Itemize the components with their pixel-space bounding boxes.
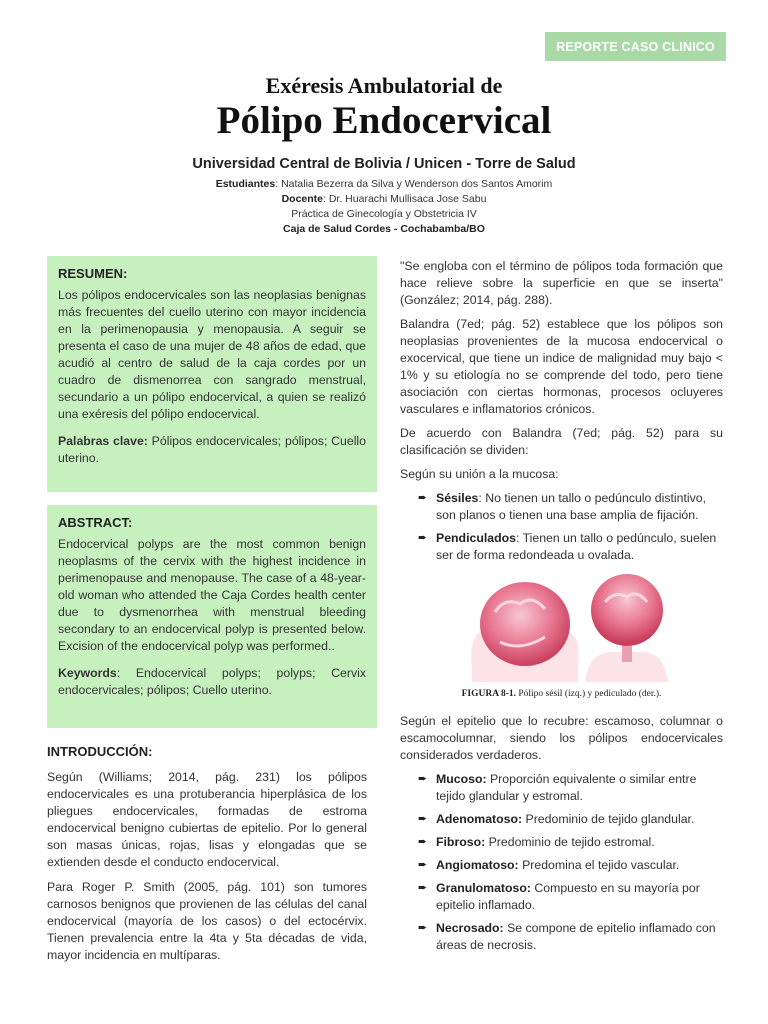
resumen-keywords-label: Palabras clave:	[58, 434, 148, 448]
list-item-term: Sésiles	[436, 491, 479, 505]
list-item-term: Mucoso:	[436, 772, 487, 786]
page-title: Pólipo Endocervical	[216, 99, 552, 142]
list-item	[418, 530, 723, 564]
epithelium-list	[400, 771, 723, 954]
list-item-desc: : No tienen un tallo o pedúnculo distintivo, son planos o tienen una base amplia de fijación.	[436, 491, 707, 522]
arrow-right-icon: ➨	[418, 773, 428, 785]
arrow-right-icon: ➨	[418, 492, 428, 504]
resumen-keywords	[58, 433, 366, 467]
figure-caption-text: Pólipo sésil (izq.) y pediculado (der.).	[516, 689, 662, 699]
arrow-right-icon: ➨	[418, 882, 428, 894]
resumen-keywords-text: Pólipos endocervicales; pólipos; Cuello uterino.	[58, 434, 366, 465]
abstract-keywords-label: Keywords	[58, 666, 117, 680]
union-heading: Según su unión a la mucosa:	[400, 467, 559, 481]
university: Universidad Central de Bolivia / Unicen - Torre de Salud	[192, 156, 576, 172]
students-label: Estudiantes	[215, 178, 276, 190]
arrow-right-icon: ➨	[418, 813, 428, 825]
list-item-term: Fibroso:	[436, 835, 486, 849]
introduction-section	[47, 744, 367, 972]
polyp-figure	[400, 572, 723, 699]
epithelium-paragraph: Según el epitelio que lo recubre: escamoso, columnar o escamocolumnar, siendo los pólipos endocervicales considerados verdaderos.	[400, 714, 723, 762]
arrow-right-icon: ➨	[418, 922, 428, 934]
list-item-desc: Predominio de tejido estromal.	[485, 835, 655, 849]
list-item-term: Angiomatoso:	[436, 858, 519, 872]
teacher-label: Docente	[281, 193, 324, 205]
figure-caption	[400, 689, 723, 699]
teacher-name: : Dr. Huarachi Mullisaca Jose Sabu	[323, 193, 487, 205]
resumen-heading: RESUMEN:	[58, 266, 128, 281]
list-item-desc: Predomina el tejido vascular.	[518, 858, 680, 872]
list-item-desc: Predominio de tejido glandular.	[522, 812, 695, 826]
classification-paragraph: De acuerdo con Balandra (7ed; pág. 52) para su clasificación se dividen:	[400, 426, 723, 457]
list-item-term: Adenomatoso:	[436, 812, 523, 826]
right-column	[400, 258, 723, 962]
resumen-text: Los pólipos endocervicales son las neoplasias benignas más frecuentes del cuello uterino con mayor incidencia en la perimenopausia y menopausia. A seguir se presenta el caso de una mujer de 48 años de edad, que acudió al centro de salud de la caja cordes por un cuadro de dismenorrea con sangrado menstrual, secundario a un pólipo endocervical, a quien se realizó una exéresis del pólipo endocervical.	[58, 288, 366, 421]
quote-paragraph: "Se engloba con el término de pólipos toda formación que hace relieve sobre la superficie en que se inserta" (González; 2014, pág. 288).	[400, 259, 723, 307]
arrow-right-icon: ➨	[418, 836, 428, 848]
arrow-right-icon: ➨	[418, 859, 428, 871]
list-item	[418, 857, 723, 874]
abstract-heading: ABSTRACT:	[58, 515, 133, 530]
balandra-paragraph: Balandra (7ed; pág. 52) establece que los pólipos son neoplasias provenientes de la mucosa endocervical o exocervical, que tiene un indice de malignidad muy bajo < 1% y su etiología no se comprende del todo, pero tiene asociación con ciertas hormonas, procesos ocluyeres vasculares e inflamatorios crónicos.	[400, 317, 723, 416]
list-item-desc: Compuesto en su mayoría por epitelio inflamado.	[436, 881, 700, 912]
abstract-keywords	[58, 665, 366, 699]
introduction-paragraph-1: Según (Williams; 2014, pág. 231) los pólipos endocervicales es una protuberancia hiperplásica de los pliegues endocervicales, formadas de estroma endocervical benigno cubiertas de epitelio. Por lo general son masas únicas, rojas, lisas y elongadas que se extienden desde el conducto endocervical.	[47, 770, 367, 869]
list-item-term: Pendiculados	[436, 531, 516, 545]
abstract-box	[47, 505, 377, 728]
introduction-heading: INTRODUCCIÓN:	[47, 744, 153, 759]
list-item	[418, 811, 723, 828]
figure-label: FIGURA 8-1.	[461, 689, 516, 699]
list-item-desc: Proporción equivalente o similar entre tejido glandular y estromal.	[436, 772, 697, 803]
abstract-keywords-text: : Endocervical polyps; polyps; Cervix endocervicales; pólipos; Cuello uterino.	[58, 666, 366, 697]
list-item-desc: : Tienen un tallo o pedúnculo, suelen ser de forma redondeada u ovalada.	[436, 531, 717, 562]
list-item	[418, 920, 723, 954]
abstract-text: Endocervical polyps are the most common benign neoplasms of the cervix with the highest incidence in perimenopause and menopause. The case of a 48-year-old woman who attended the Caja Cordes health center due to dysmenorrhea with menstrual bleeding secondary to an endocervical polyp is presented below. Excision of the endocervical polyp was performed..	[58, 537, 366, 653]
arrow-right-icon: ➨	[418, 532, 428, 544]
report-type-badge: REPORTE CASO CLINICO	[545, 32, 726, 61]
teacher-line	[0, 193, 768, 205]
title-line-1: Exéresis Ambulatorial de	[265, 73, 503, 98]
introduction-paragraph-2: Para Roger P. Smith (2005, pág. 101) son tumores carnosos benignos que provienen de las células del canal endocervical (mayoría de los casos) o del ectocérvix. Tienen prevalencia entre la 4ta y 5ta décadas de vida, mayor incidencia en multíparas.	[47, 880, 367, 962]
students-names: : Natalia Bezerra da Silva y Wenderson dos Santos Amorim	[275, 178, 553, 190]
list-item	[418, 490, 723, 524]
union-list	[400, 490, 723, 564]
course-line: Práctica de Ginecología y Obstetricia IV	[291, 208, 477, 220]
institution-line	[0, 223, 768, 235]
polyp-illustration	[400, 572, 723, 682]
list-item	[418, 880, 723, 914]
resumen-box	[47, 256, 377, 492]
institution: Caja de Salud Cordes - Cochabamba/BO	[283, 223, 485, 235]
list-item	[418, 834, 723, 851]
students-line	[0, 178, 768, 190]
list-item-term: Necrosado:	[436, 921, 504, 935]
list-item-term: Granulomatoso:	[436, 881, 531, 895]
pedunculated-polyp-icon	[585, 574, 668, 682]
list-item	[418, 771, 723, 805]
sessile-polyp-icon	[471, 582, 578, 682]
list-item-desc: Se compone de epitelio inflamado con áreas de necrosis.	[436, 921, 716, 952]
